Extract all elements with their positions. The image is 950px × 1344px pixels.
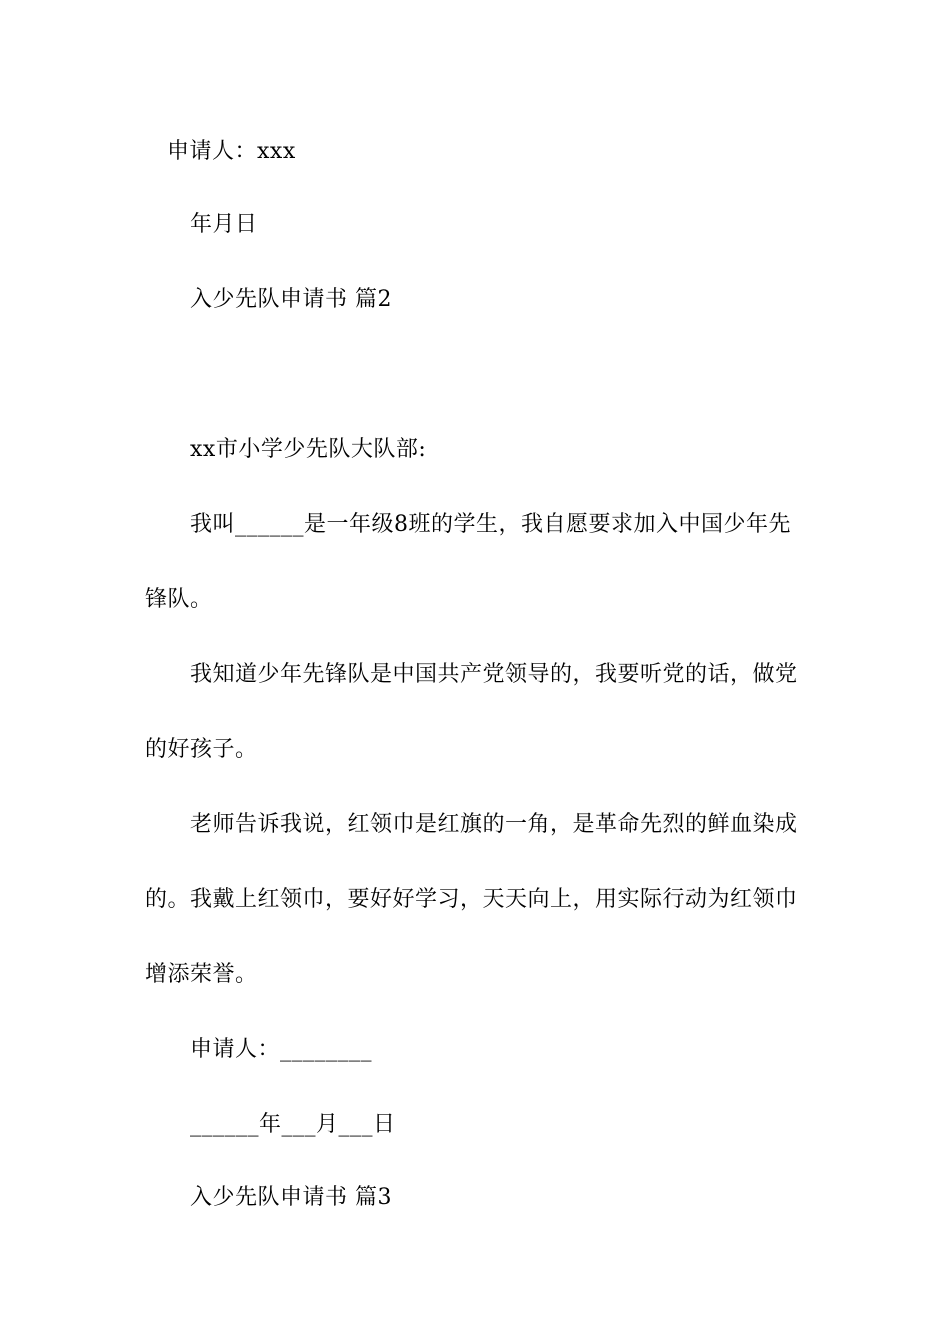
paragraph-1-line-2: 锋队。 — [145, 587, 213, 612]
paragraph-1-line-1: 我叫______是一年级8班的学生，我自愿要求加入中国少年先 — [190, 512, 791, 537]
applicant-line-1: 申请人：xxx — [167, 139, 296, 164]
paragraph-3-line-3: 增添荣誉。 — [145, 962, 258, 987]
paragraph-2-line-2: 的好孩子。 — [145, 737, 258, 762]
date-line-1: 年月日 — [190, 212, 258, 237]
section-heading-3: 入少先队申请书 篇3 — [190, 1185, 392, 1210]
salutation: xx市小学少先队大队部: — [190, 437, 427, 462]
paragraph-2-line-1: 我知道少年先锋队是中国共产党领导的，我要听党的话，做党 — [190, 662, 798, 687]
paragraph-3-line-2: 的。我戴上红领巾，要好好学习，天天向上，用实际行动为红领巾 — [145, 887, 798, 912]
date-line-2: ______年___月___日 — [190, 1112, 396, 1137]
paragraph-3-line-1: 老师告诉我说，红领巾是红旗的一角，是革命先烈的鲜血染成 — [190, 812, 798, 837]
section-heading-2: 入少先队申请书 篇2 — [190, 287, 392, 312]
applicant-line-2: 申请人：________ — [190, 1037, 373, 1062]
